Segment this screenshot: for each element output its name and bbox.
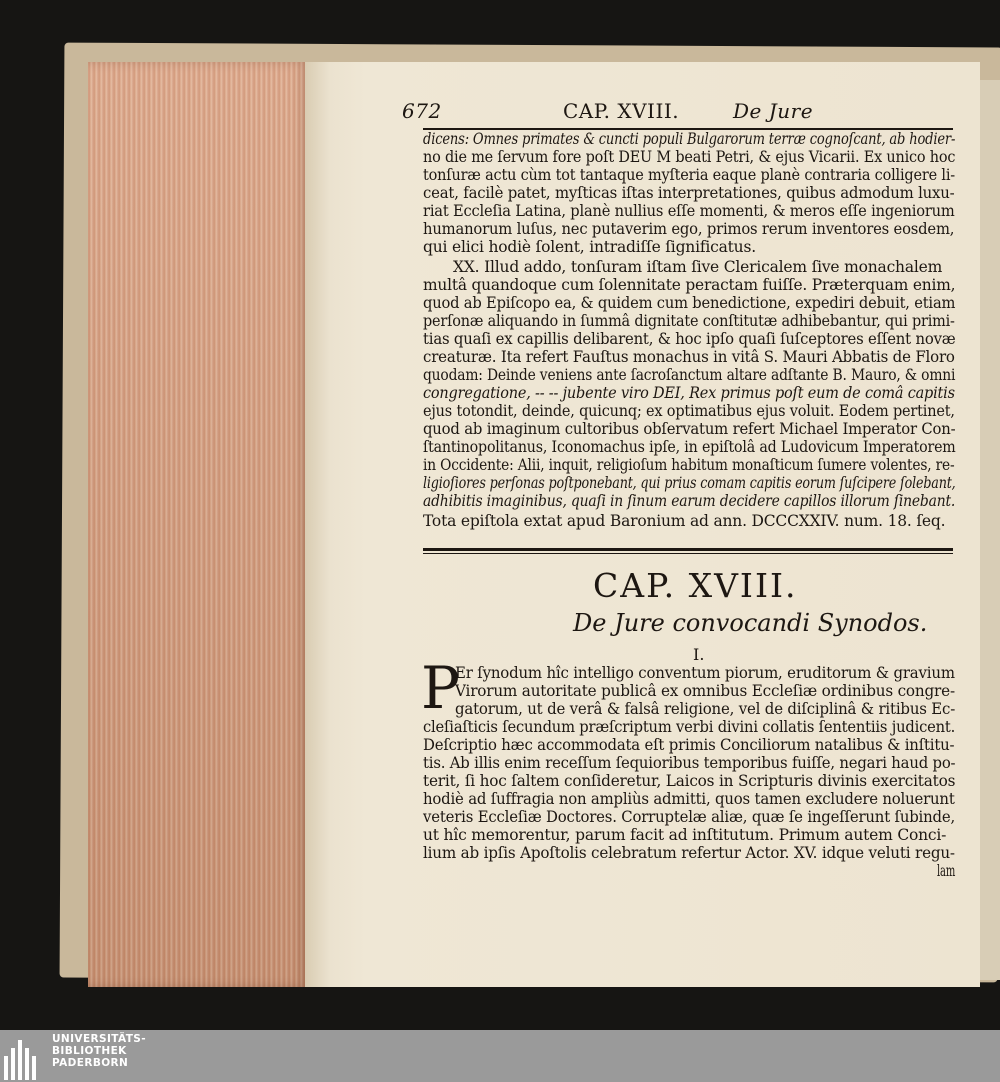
library-banner [0,1030,1000,1082]
running-head-italic: De Jure [733,99,814,123]
catchword: lam [937,862,956,880]
text-line: tonſuræ actu cùm tot tantaque myſteria eaque planè contraria colligere li- [423,166,955,184]
text-line: XX. Illud addo, tonſuram iſtam ſive Clericalem ſive monachalem [453,258,943,276]
text-line: lium ab ipſis Apoſtolis celebratum refertur Actor. XV. idque veluti regu- [423,844,955,862]
text-line: creaturæ. Ita refert Fauſtus monachus in vitâ S. Mauri Abbatis de Floro [423,348,955,366]
text-line: quod ab Epiſcopo ea, & quidem cum benedictione, expediri debuit, etiam [423,294,956,312]
text-line: ſtantinopolitanus, Iconomachus ipſe, in epiſtolâ ad Ludovicum Imperatorem [423,438,956,456]
text-line: dicens: Omnes primates & cuncti populi Bulgarorum terræ cognoſcant, ab hodier- [423,130,956,148]
chapter-rule-thick [423,548,953,551]
chapter-subtitle: De Jure convocandi Synodos. [573,609,928,637]
text-line: multâ quandoque cum ſolennitate peractam fuiſſe. Præterquam enim, [423,276,956,294]
text-line: cleſiaſticis ſecundum præſcriptum verbi divini collatis ſententiis judicent. [423,718,956,736]
text-line: veteris Eccleſiæ Doctores. Corruptelæ aliæ, quæ ſe ingeſſerunt ſubinde, [423,808,956,826]
text-line: riat Eccleſia Latina, planè nullius eſſe momenti, & meros eſſe ingeniorum [423,202,955,220]
text-line: Tota epiſtola extat apud Baronium ad ann. DCCCXXIV. num. 18. ſeq. [423,512,946,530]
chapter-title: CAP. XVIII. [593,566,798,605]
text-line: Virorum autoritate publicâ ex omnibus Eccleſiæ ordinibus congre- [455,682,955,700]
section-number: I. [693,645,705,664]
chapter-rule-thin [423,553,953,554]
library-name-line2: BIBLIOTHEK [52,1045,127,1057]
book-page [305,62,980,987]
text-line: ut hîc memorentur, parum facit ad inſtitutum. Primum autem Conci- [423,826,947,844]
text-line: qui elici hodiè ſolent, intradiſſe ſignificatus. [423,238,756,256]
text-line: congregatione, -- -- jubente viro DEI, Rex primus poſt eum de comâ capitis [423,384,955,402]
text-line: hodiè ad ſuffragia non ampliùs admitti, quos tamen excludere noluerunt [423,790,955,808]
text-line: quod ab imaginum cultoribus obſervatum refert Michael Imperator Con- [423,420,956,438]
text-line: perſonæ aliquando in ſummâ dignitate conſtitutæ adhibebantur, qui primi- [423,312,955,330]
library-logo-icon [4,1036,44,1080]
text-line: ceat, facilè patet, myſticas iſtas interpretationes, quibus admodum luxu- [423,184,955,202]
library-name-line3: PADERBORN [52,1057,129,1069]
text-line: terit, ſi hoc ſaltem conſideretur, Laicos in Scripturis divinis exercitatos [423,772,956,790]
text-line: Er ſynodum hîc intelligo conventum piorum, eruditorum & gravium [455,664,955,682]
text-line: ligioſiores perſonas poſtponebant, qui prius comam capitis eorum ſuſcipere ſolebant, [423,474,956,492]
text-line: tis. Ab illis enim receſſum ſequioribus temporibus fuiſſe, negari haud po- [423,754,956,772]
running-head: CAP. XVIII. [563,99,680,123]
page-number: 672 [402,99,442,123]
page-block-edge [88,62,310,987]
text-line: Deſcriptio hæc accommodata eſt primis Conciliorum natalibus & inſtitu- [423,736,955,754]
text-line: in Occidente: Alii, inquit, religioſum habitum monaſticum ſumere volentes, re- [423,456,955,474]
text-line: quodam: Deinde veniens ante ſacroſanctum altare adſtante B. Mauro, & omni [423,366,956,384]
text-line: no die me ſervum fore poſt DEU M beati Petri, & ejus Vicarii. Ex unico hoc [423,148,956,166]
text-line: adhibitis imaginibus, quaſi in ſinum earum decidere capillos illorum ſinebant. [423,492,956,510]
library-name-line1: UNIVERSITÄTS- [52,1033,147,1045]
drop-cap: P [421,654,461,722]
text-line: tias quaſi ex capillis delibarent, & hoc ipſo quaſi ſuſceptores eſſent novæ [423,330,956,348]
text-line: humanorum luſus, nec putaverim ego, primos rerum inventores eosdem, [423,220,955,238]
next-page-strip [980,80,1000,980]
text-line: gatorum, ut de verâ & falsâ religione, vel de diſciplinâ & ritibus Ec- [455,700,956,718]
text-line: ejus totondit, deinde, quicunq; ex optimatibus ejus voluit. Eodem pertinet, [423,402,955,420]
